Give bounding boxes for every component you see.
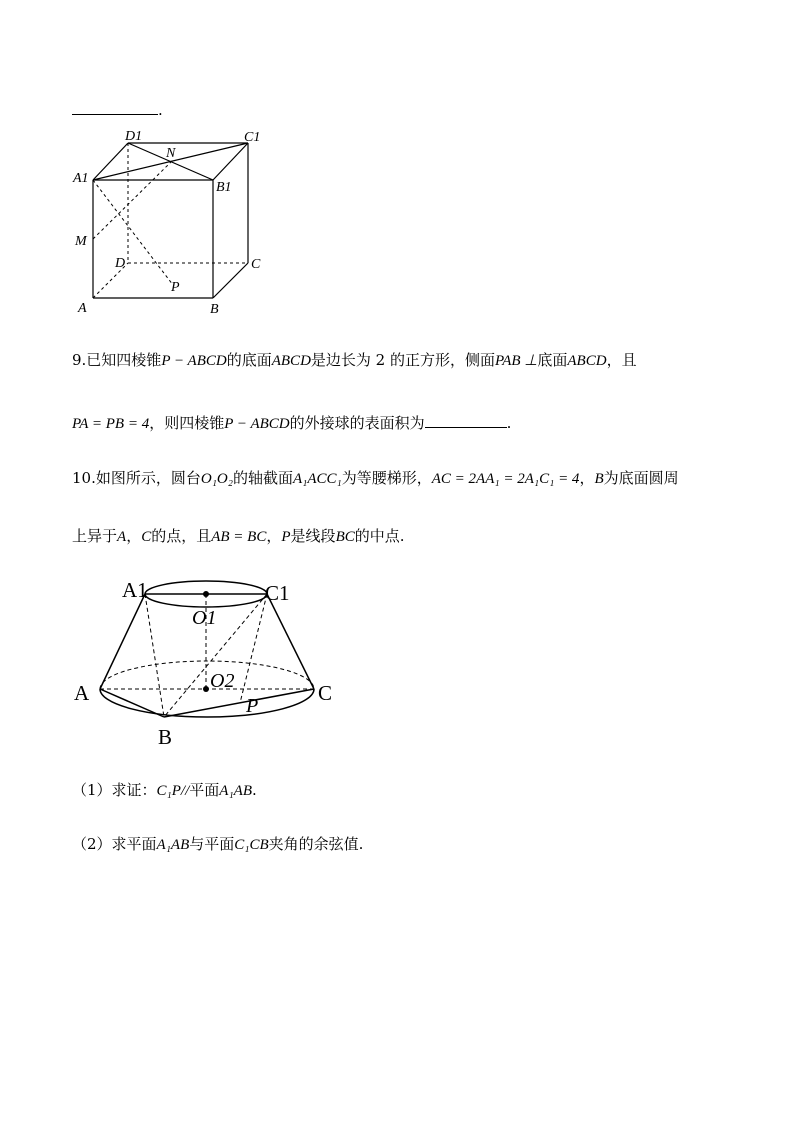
slant-right xyxy=(267,594,314,689)
label-b: B xyxy=(210,302,219,317)
label-a: A xyxy=(78,301,87,316)
sub-question-1: （1）求证：C₁P//平面A₁AB. xyxy=(72,781,257,799)
q9-line1: 9.已知四棱锥P − ABCD的底面ABCD是边长为 2 的正方形，侧面PAB ⊥底面ABCD，且 xyxy=(72,351,637,369)
label-c: C xyxy=(318,681,333,705)
label-b1: B1 xyxy=(216,180,232,195)
label-a1: A1 xyxy=(73,171,89,186)
q10-line1: 10.如图所示，圆台O₁O₂的轴截面A₁ACC₁为等腰梯形，AC = 2AA₁ = 2A₁C₁ = 4，B为底面圆周 xyxy=(72,469,679,487)
edge-a1d1 xyxy=(93,143,128,180)
label-d: D xyxy=(115,256,126,271)
label-d1: D1 xyxy=(125,129,143,144)
line-mn xyxy=(93,160,173,239)
label-m: M xyxy=(75,234,87,249)
line-a1p xyxy=(93,180,173,285)
label-o2: O2 xyxy=(210,670,235,692)
answer-blank-top xyxy=(72,100,163,119)
slant-left xyxy=(100,594,145,689)
label-a: A xyxy=(74,681,90,705)
cube-figure xyxy=(70,125,270,320)
label-p: P xyxy=(171,280,180,295)
line-a1b xyxy=(145,594,164,717)
label-c: C xyxy=(251,257,261,272)
line-ab xyxy=(100,689,164,717)
edge-bc xyxy=(213,263,248,298)
q10-line2: 上异于A，C的点，且AB = BC，P是线段BC的中点. xyxy=(72,527,405,545)
point-o1 xyxy=(203,591,209,597)
sub-question-2: （2）求平面A₁AB与平面C₁CB夹角的余弦值. xyxy=(72,835,364,853)
label-b: B xyxy=(158,725,173,749)
q9-answer-blank xyxy=(425,413,507,428)
label-c1: C1 xyxy=(244,130,261,145)
label-a1: A1 xyxy=(122,578,148,602)
line-bc xyxy=(164,689,314,717)
q9-line2: PA = PB = 4，则四棱锥P − ABCD的外接球的表面积为 . xyxy=(72,414,512,432)
label-p: P xyxy=(246,695,259,717)
edge-b1c1 xyxy=(213,143,248,180)
blank-period: . xyxy=(158,101,163,119)
label-n: N xyxy=(166,146,176,161)
label-o1: O1 xyxy=(192,607,217,629)
label-c1: C1 xyxy=(265,581,290,605)
frustum-figure xyxy=(70,572,360,752)
point-o2 xyxy=(203,686,209,692)
